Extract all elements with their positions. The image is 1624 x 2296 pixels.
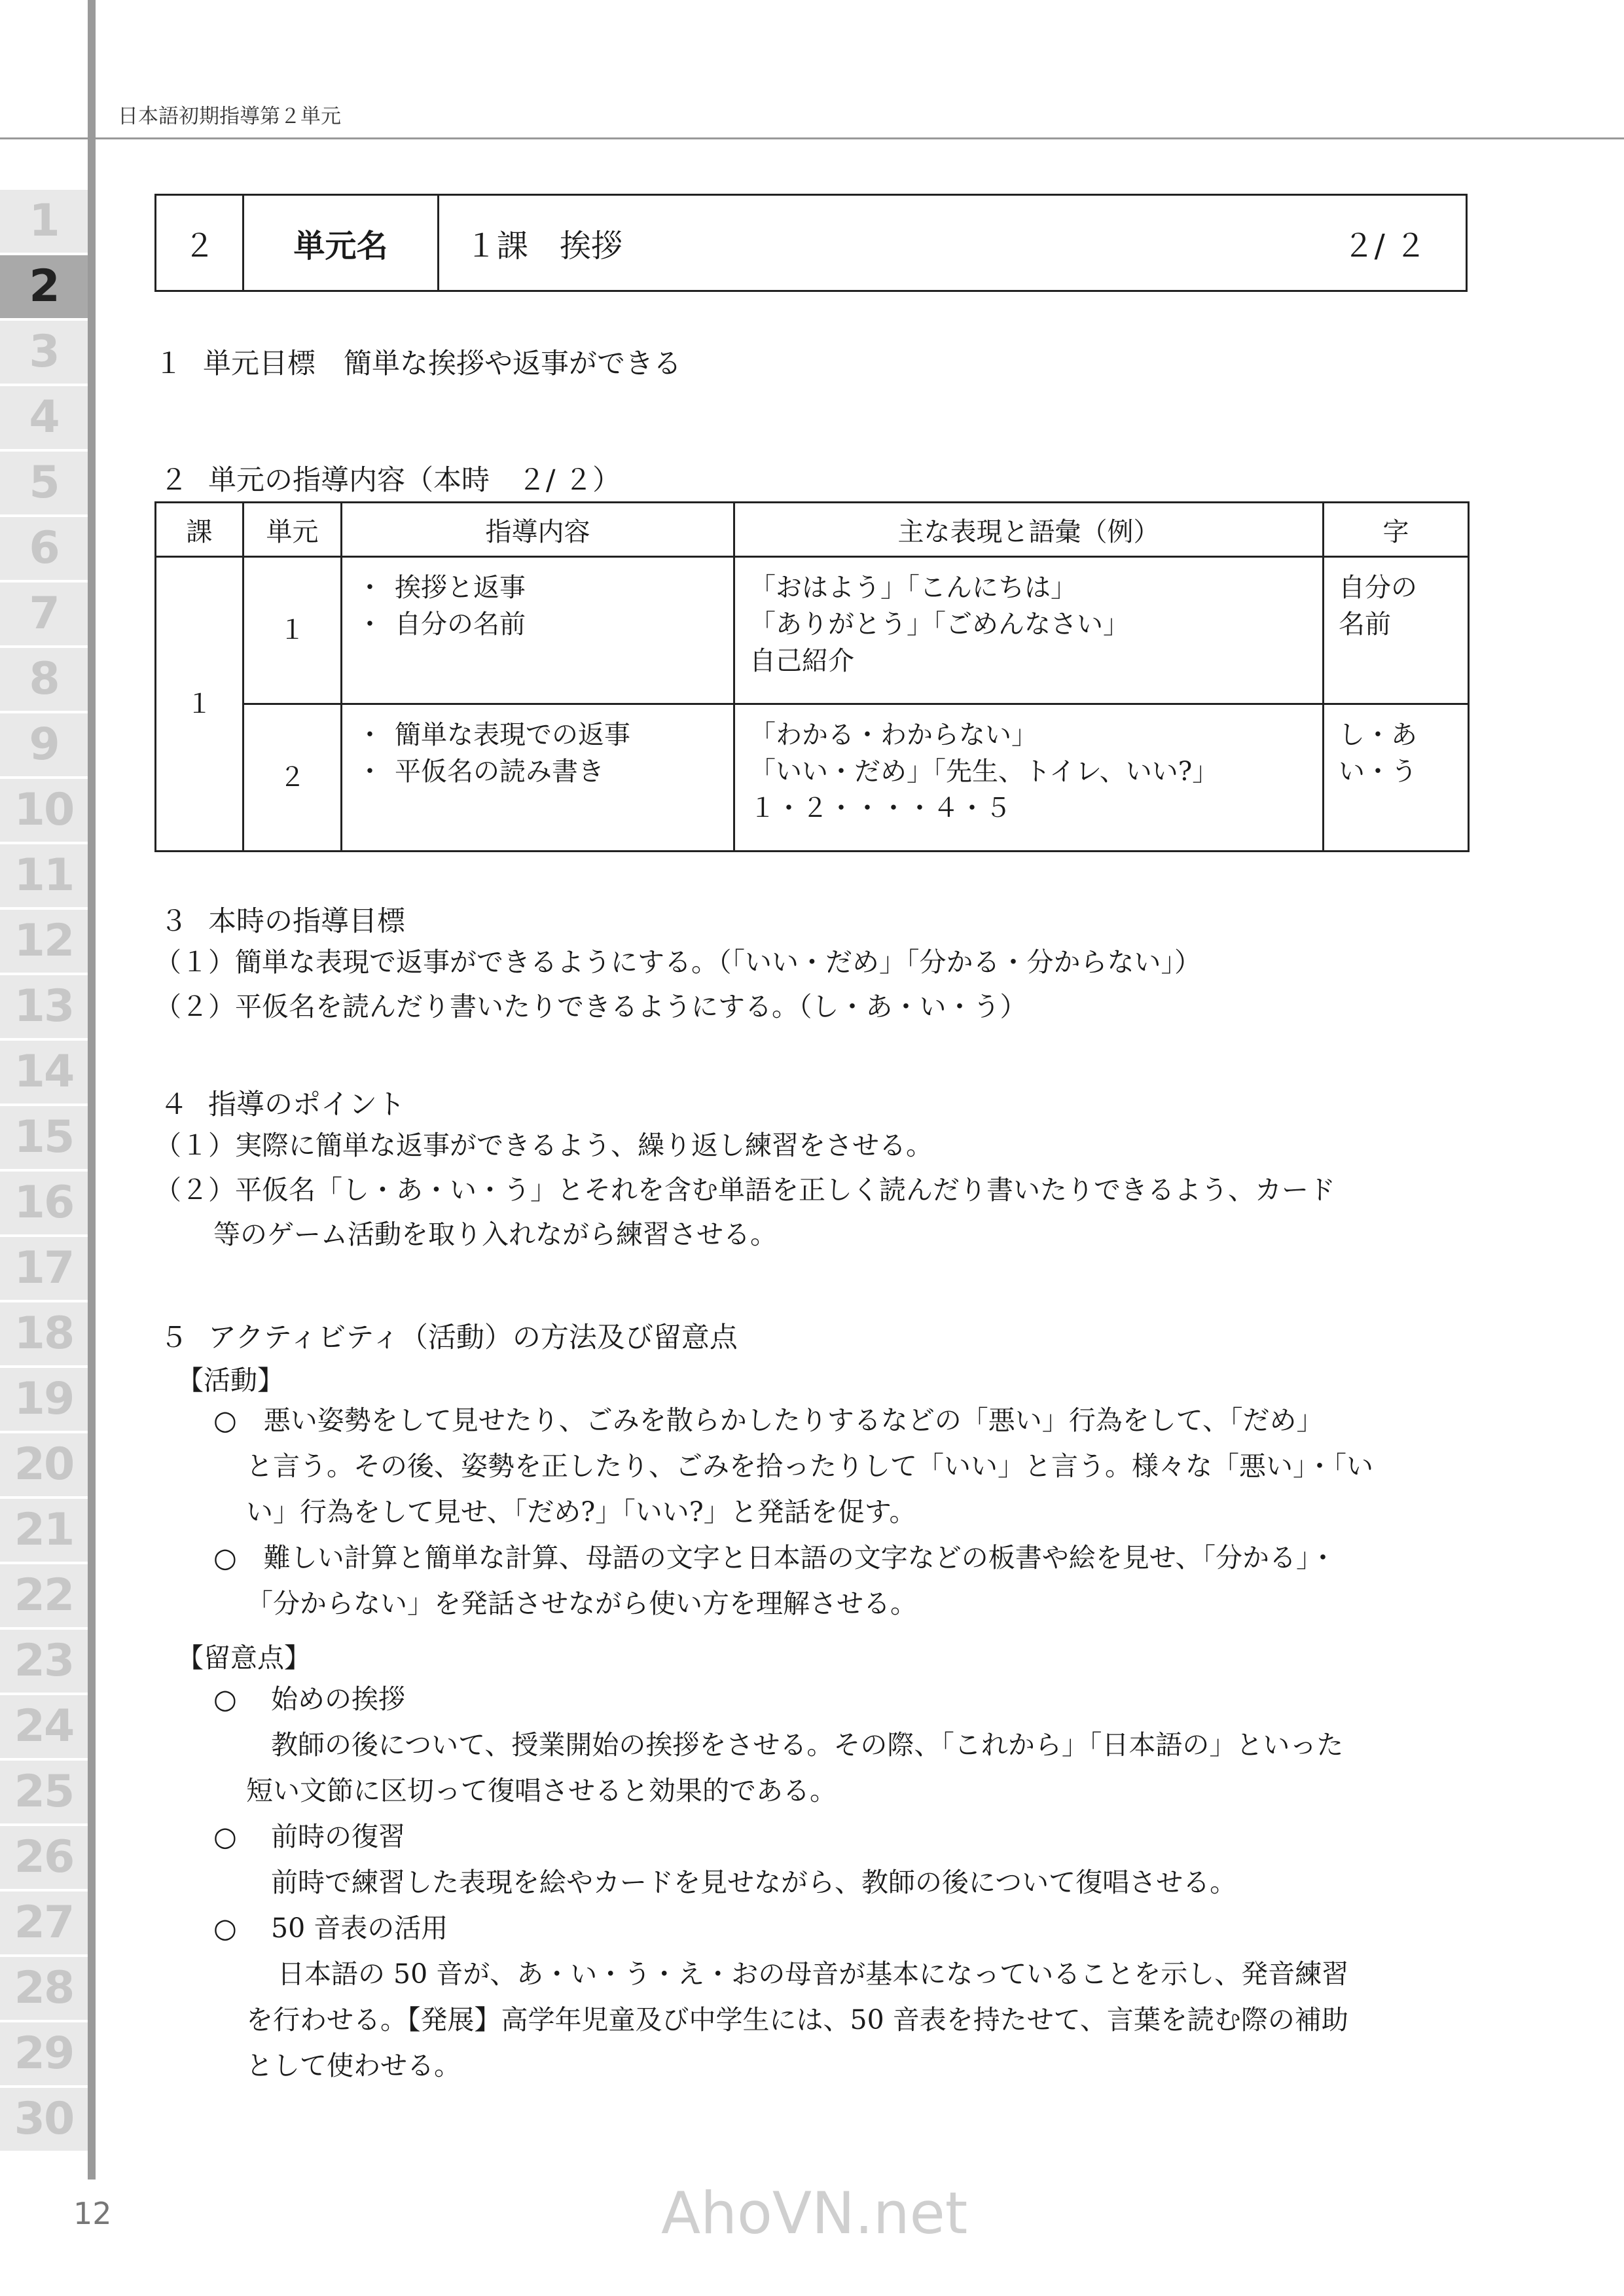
expression-line: 自己紹介 [749, 646, 854, 676]
unit-name: １課 挨拶 [465, 227, 623, 264]
unit-tab-20[interactable]: 20 [0, 1433, 88, 1496]
character-cell [1324, 704, 1469, 852]
section-title: 本時の指導目標 [208, 905, 405, 938]
table-row [156, 557, 1469, 704]
unit-tab-29[interactable]: 29 [0, 2022, 88, 2085]
section-5-heading [160, 1316, 738, 1355]
section-title: 単元目標 簡単な挨拶や返事ができる [203, 348, 681, 380]
activity-line: ○ 悪い姿勢をして見せたり、ごみを散らかしたりするなどの「悪い」行為をして、「だめ」 [213, 1405, 1324, 1436]
watermark: AhoVN.net [661, 2179, 968, 2247]
unit-tab-4[interactable]: 4 [0, 386, 88, 449]
unit-tab-13[interactable]: 13 [0, 975, 88, 1038]
section-number: １ [154, 348, 183, 380]
section-3-heading [160, 899, 405, 939]
notes-label: 【留意点】 [177, 1642, 311, 1674]
expression-line: 「おはよう」「こんにちは」 [749, 573, 1077, 603]
unit-tab-5[interactable]: 5 [0, 452, 88, 514]
expression-line: 「わかる・わからない」 [749, 720, 1038, 750]
content-item: ・ 自分の名前 [357, 606, 719, 643]
expression-line: １・２・・・・４・５ [749, 793, 1011, 823]
section-title: 指導のポイント [208, 1088, 405, 1121]
unit-cell: １ [244, 557, 342, 704]
note-line: を行わせる。【発展】高学年児童及び中学生には、50 音表を持たせて、言葉を読む際の補助 [246, 2004, 1348, 2036]
unit-tabs [0, 190, 88, 2153]
table-header-row [156, 503, 1469, 557]
column-header: 課 [156, 503, 244, 557]
unit-tab-18[interactable]: 18 [0, 1302, 88, 1365]
goal-item: （２）平仮名を読んだり書いたりできるようにする。（し・あ・い・う） [154, 991, 1027, 1022]
section-2-heading [160, 458, 621, 498]
note-heading [213, 1909, 448, 1948]
expression-cell [734, 557, 1324, 704]
unit-tab-22[interactable]: 22 [0, 1564, 88, 1627]
unit-number: ２ [156, 196, 244, 290]
section-4-heading [160, 1083, 405, 1122]
column-header: 指導内容 [342, 503, 734, 557]
column-header: 単元 [244, 503, 342, 557]
note-line: 短い文節に区切って復唱させると効果的である。 [246, 1775, 837, 1806]
circle-bullet-icon: ○ [213, 1821, 237, 1852]
activity-line: ○ 難しい計算と簡単な計算、母語の文字と日本語の文字などの板書や絵を見せ、「分かる」・ [213, 1542, 1337, 1573]
unit-name-label: 単元名 [244, 196, 439, 290]
unit-cell: ２ [244, 704, 342, 852]
expression-line: 「ありがとう」「ごめんなさい」 [749, 609, 1129, 639]
goal-item: （１）簡単な表現で返事ができるようにする。（「いい・だめ」「分かる・分からない」） [154, 946, 1201, 978]
note-heading [213, 1817, 405, 1856]
margin-rule [88, 0, 96, 2179]
section-number: ３ [160, 905, 188, 938]
note-line: 教師の後について、授業開始の挨拶をさせる。その際、「これから」「日本語の」といった [271, 1729, 1344, 1761]
unit-tab-21[interactable]: 21 [0, 1499, 88, 1562]
section-1-heading [154, 342, 681, 382]
page-number: 12 [73, 2196, 112, 2231]
unit-tab-30[interactable]: 30 [0, 2088, 88, 2151]
unit-tab-8[interactable]: 8 [0, 648, 88, 711]
unit-tab-10[interactable]: 10 [0, 779, 88, 842]
point-item-continued: 等のゲーム活動を取り入れながら練習させる。 [213, 1219, 777, 1250]
content-cell [342, 704, 734, 852]
circle-bullet-icon: ○ [213, 1683, 237, 1715]
unit-tab-11[interactable]: 11 [0, 844, 88, 907]
activity-label: 【活動】 [177, 1365, 284, 1396]
character-line: 名前 [1339, 609, 1391, 639]
point-item: （１）実際に簡単な返事ができるよう、繰り返し練習をさせる。 [154, 1130, 933, 1161]
note-heading [213, 1679, 405, 1719]
character-line: い・う [1339, 757, 1417, 787]
unit-tab-3[interactable]: 3 [0, 321, 88, 384]
unit-title-box [154, 194, 1468, 292]
unit-tab-9[interactable]: 9 [0, 713, 88, 776]
column-header: 字 [1324, 503, 1469, 557]
content-item: ・ 平仮名の読み書き [357, 753, 719, 790]
unit-tab-15[interactable]: 15 [0, 1106, 88, 1169]
unit-tab-19[interactable]: 19 [0, 1368, 88, 1431]
expression-line: 「いい・だめ」「先生、トイレ、いい?」 [749, 757, 1219, 787]
character-cell [1324, 557, 1469, 704]
section-number: ２ [160, 464, 188, 497]
character-line: し・あ [1339, 720, 1417, 750]
unit-tab-6[interactable]: 6 [0, 517, 88, 580]
unit-content-table [154, 501, 1470, 852]
table-row [156, 704, 1469, 852]
content-cell [342, 557, 734, 704]
header-rule [0, 137, 1624, 139]
unit-tab-23[interactable]: 23 [0, 1630, 88, 1693]
lesson-progress: ２/ ２ [1343, 227, 1426, 264]
note-title: 50 音表の活用 [271, 1912, 448, 1944]
unit-tab-2[interactable]: 2 [0, 255, 88, 318]
unit-tab-24[interactable]: 24 [0, 1695, 88, 1758]
unit-tab-26[interactable]: 26 [0, 1826, 88, 1889]
running-header: 日本語初期指導第２単元 [118, 105, 341, 128]
unit-tab-7[interactable]: 7 [0, 583, 88, 645]
note-line: として使わせる。 [246, 2050, 461, 2081]
note-title: 前時の復習 [271, 1821, 405, 1852]
activity-line: と言う。その後、姿勢を正したり、ごみを拾ったりして「いい」と言う。様々な「悪い」・「い [246, 1450, 1373, 1482]
activity-line: 「分からない」を発話させながら使い方を理解させる。 [246, 1588, 917, 1619]
note-line: 前時で練習した表現を絵やカードを見せながら、教師の後について復唱させる。 [271, 1867, 1237, 1898]
content-item: ・ 挨拶と返事 [357, 569, 719, 606]
section-title: アクティビティ（活動）の方法及び留意点 [208, 1321, 738, 1354]
unit-tab-12[interactable]: 12 [0, 910, 88, 973]
circle-bullet-icon: ○ [213, 1912, 237, 1944]
expression-cell [734, 704, 1324, 852]
unit-tab-1[interactable]: 1 [0, 190, 88, 253]
lesson-cell: １ [156, 557, 244, 852]
unit-tab-25[interactable]: 25 [0, 1761, 88, 1823]
point-item: （２）平仮名「し・あ・い・う」とそれを含む単語を正しく読んだり書いたりできるよう、カード [154, 1174, 1335, 1206]
section-title: 単元の指導内容（本時 ２/ ２） [208, 464, 621, 497]
note-title: 始めの挨拶 [271, 1683, 405, 1715]
unit-tab-14[interactable]: 14 [0, 1041, 88, 1103]
content-item: ・ 簡単な表現での返事 [357, 717, 719, 753]
note-line: 日本語の 50 音が、あ・い・う・え・おの母音が基本になっていることを示し、発音練習 [278, 1958, 1349, 1990]
activity-line: い」行為をして見せ、「だめ?」「いい?」と発話を促す。 [246, 1496, 916, 1528]
section-number: ４ [160, 1088, 188, 1121]
unit-tab-17[interactable]: 17 [0, 1237, 88, 1300]
unit-tab-16[interactable]: 16 [0, 1172, 88, 1234]
character-line: 自分の [1339, 573, 1417, 603]
section-number: ５ [160, 1321, 188, 1354]
column-header: 主な表現と語彙（例） [734, 503, 1324, 557]
unit-tab-28[interactable]: 28 [0, 1957, 88, 2020]
unit-tab-27[interactable]: 27 [0, 1892, 88, 1954]
